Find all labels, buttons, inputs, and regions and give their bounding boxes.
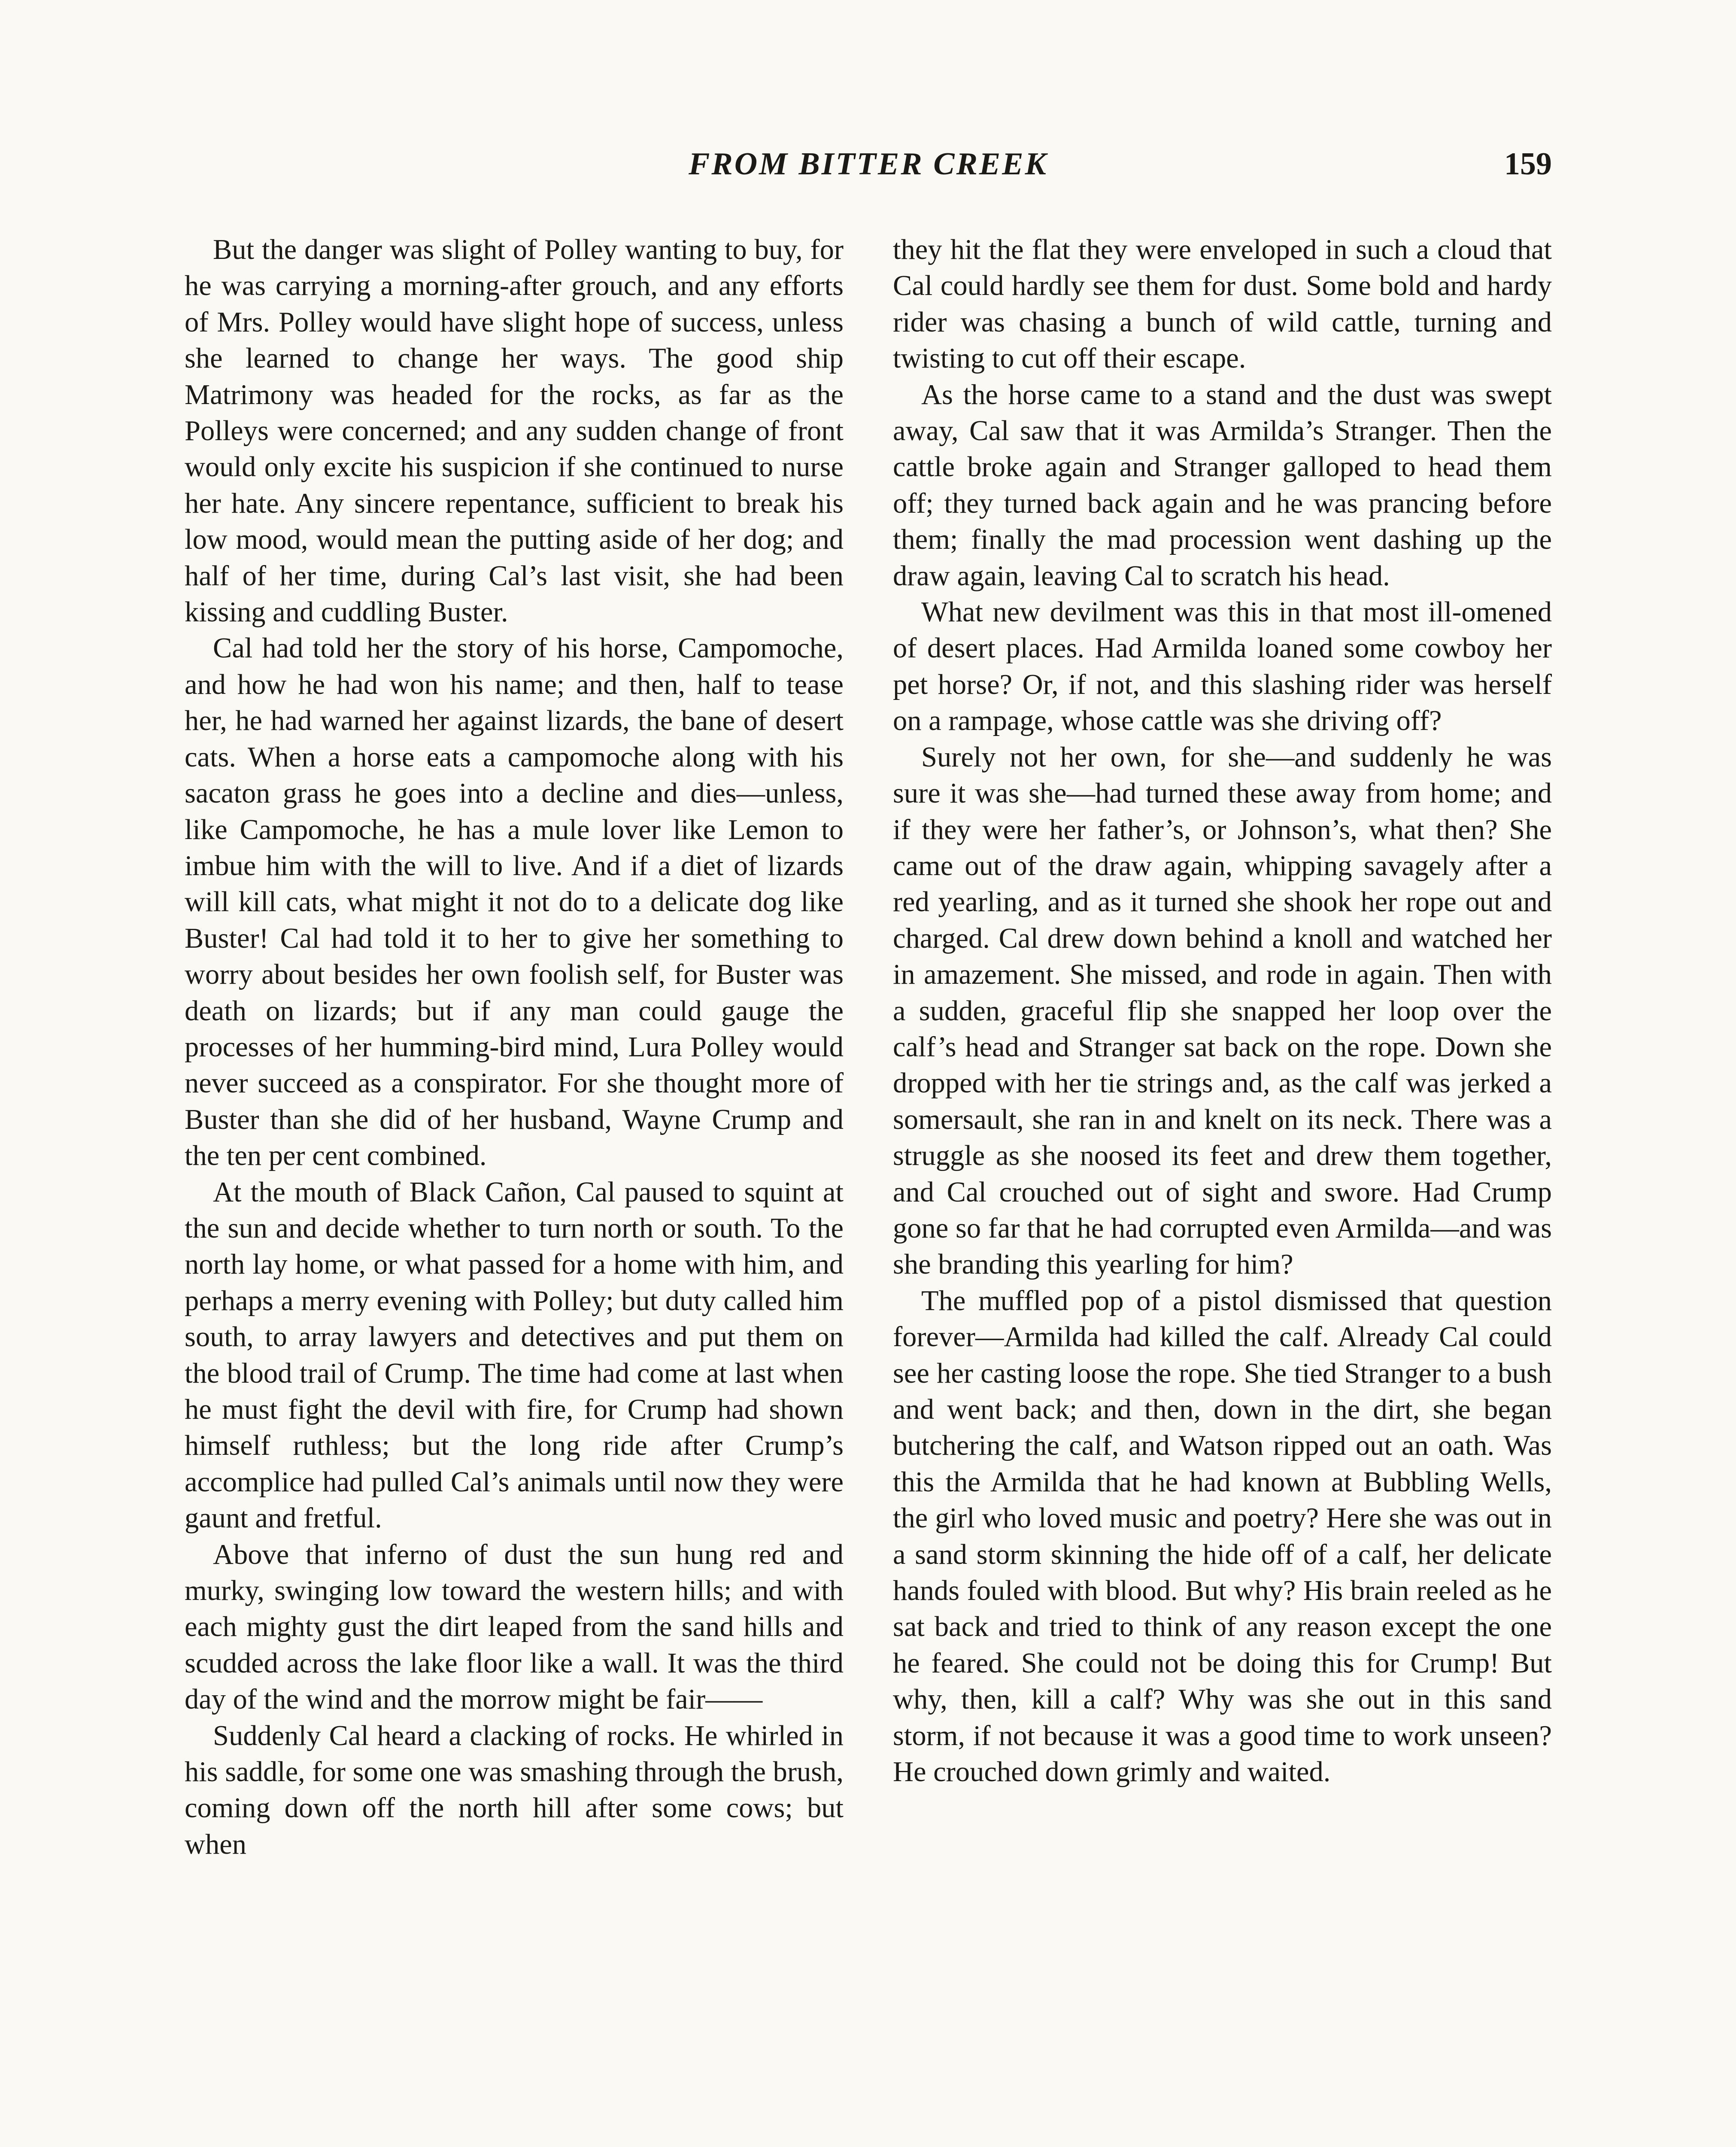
right-column xyxy=(893,232,1552,1790)
page-number: 159 xyxy=(1504,146,1552,182)
running-head xyxy=(185,146,1552,193)
paragraph: they hit the flat they were enveloped in such a cloud that Cal could hardly see them for dust. Some bold and hardy rider was chasing a bunch of wild cattle, turning and twisting to cut off their escape. xyxy=(893,234,1552,374)
paragraph: The muffled pop of a pistol dismissed that question forever—Armilda had killed the calf. Already Cal could see her casting loose the rope. She tied Stranger to a bush and went back; and then, down in the dirt, she began butchering the calf, and Watson ripped out an oath. Was this the Armilda that he had known at Bubbling Wells, the girl who loved music and poetry? Here she was out in a sand storm skinning the hide off of a calf, her delicate hands fouled with blood. But why? His brain reeled as he sat back and tried to think of any reason except the one he feared. She could not be doing this for Crump! But why, then, kill a calf? Why was she out in this sand storm, if not because it was a good time to work unseen? He crouched down grimly and waited. xyxy=(893,1285,1552,1788)
paragraph: Cal had told her the story of his horse, Campomoche, and how he had won his name; and then, half to tease her, he had warned her against lizards, the bane of desert cats. When a horse eats a campomoche along with his sacaton grass he goes into a decline and dies—unless, like Campomoche, he has a mule lover like Lemon to imbue him with the will to live. And if a diet of lizards will kill cats, what might it not do to a delicate dog like Buster! Cal had told it to her to give her something to worry about besides her own foolish self, for Buster was death on lizards; but if any man could gauge the processes of her humming-bird mind, Lura Polley would never succeed as a conspirator. For she thought more of Buster than she did of her husband, Wayne Crump and the ten per cent combined. xyxy=(185,633,844,1172)
paragraph: But the danger was slight of Polley wanting to buy, for he was carrying a morning-after grouch, and any efforts of Mrs. Polley would have slight hope of success, unless she learned to change her ways. The good ship Matrimony was headed for the rocks, as far as the Polleys were concerned; and any sudden change of front would only excite his suspicion if she continued to nurse her hate. Any sincere repentance, sufficient to break his low mood, would mean the putting aside of her dog; and half of her time, during Cal’s last visit, she had been kissing and cuddling Buster. xyxy=(185,234,844,628)
paragraph: Suddenly Cal heard a clacking of rocks. He whirled in his saddle, for some one was smashing through the brush, coming down off the north hill after some cows; but when xyxy=(185,1720,844,1860)
paragraph: What new devilment was this in that most ill-omened of desert places. Had Armilda loaned some cowboy her pet horse? Or, if not, and this slashing rider was herself on a rampage, whose cattle was she driving off? xyxy=(893,596,1552,737)
paragraph: At the mouth of Black Cañon, Cal paused to squint at the sun and decide whether to turn north or south. To the north lay home, or what passed for a home with him, and perhaps a merry evening with Polley; but duty called him south, to array lawyers and detectives and put them on the blood trail of Crump. The time had come at last when he must fight the devil with fire, for Crump had shown himself ruthless; but the long ride after Crump’s accomplice had pulled Cal’s animals until now they were gaunt and fretful. xyxy=(185,1176,844,1534)
paragraph: Surely not her own, for she—and suddenly he was sure it was she—had turned these away from home; and if they were her father’s, or Johnson’s, what then? She came out of the draw again, whipping savagely after a red yearling, and as it turned she shook her rope out and charged. Cal drew down behind a knoll and watched her in amazement. She missed, and rode in again. Then with a sudden, graceful flip she snapped her loop over the calf’s head and Stranger sat back on the rope. Down she dropped with her tie strings and, as the calf was jerked a somersault, she ran in and knelt on its neck. There was a struggle as she noosed its feet and drew them together, and Cal crouched out of sight and swore. Had Crump gone so far that he had corrupted even Armilda—and was she branding this yearling for him? xyxy=(893,741,1552,1280)
running-title: FROM BITTER CREEK xyxy=(688,146,1048,182)
paragraph: As the horse came to a stand and the dust was swept away, Cal saw that it was Armilda’s Stranger. Then the cattle broke again and Stranger galloped to head them off; they turned back again and he was prancing before them; finally the mad procession went dashing up the draw again, leaving Cal to scratch his head. xyxy=(893,379,1552,592)
paragraph: Above that inferno of dust the sun hung red and murky, swinging low toward the western hills; and with each mighty gust the dirt leaped from the sand hills and scudded across the lake floor like a wall. It was the third day of the wind and the morrow might be fair—— xyxy=(185,1539,844,1715)
left-column xyxy=(185,232,844,1863)
